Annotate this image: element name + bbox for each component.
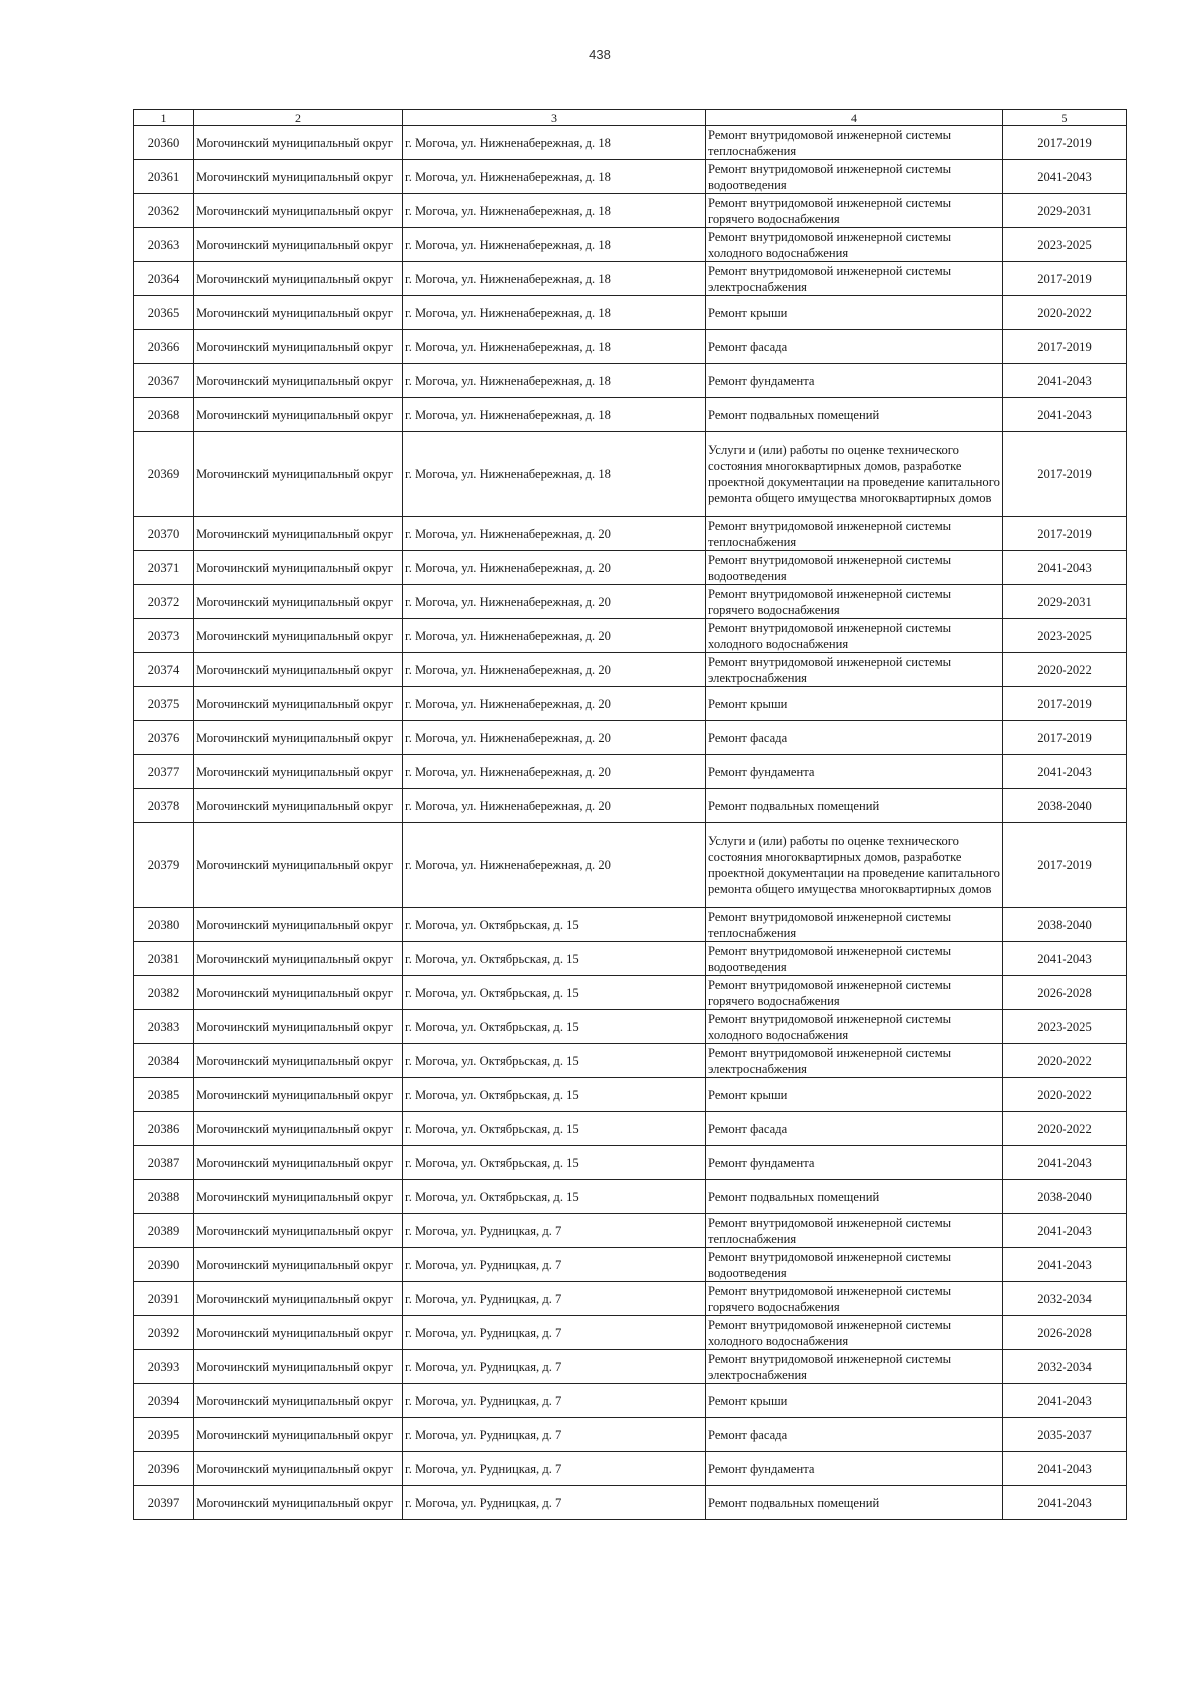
district-cell: Могочинский муниципальный округ (194, 1214, 403, 1248)
work-type-cell: Ремонт внутридомовой инженерной системы горячего водоснабжения (706, 976, 1003, 1010)
table-row (134, 1044, 1127, 1078)
work-type-cell: Ремонт внутридомовой инженерной системы холодного водоснабжения (706, 1316, 1003, 1350)
table-row (134, 1418, 1127, 1452)
period-cell: 2041-2043 (1003, 1486, 1127, 1520)
address-cell: г. Могоча, ул. Нижненабережная, д. 20 (403, 721, 706, 755)
period-cell: 2041-2043 (1003, 551, 1127, 585)
period-cell: 2038-2040 (1003, 1180, 1127, 1214)
table-row (134, 687, 1127, 721)
work-type-cell: Ремонт подвальных помещений (706, 1180, 1003, 1214)
work-type-cell: Ремонт крыши (706, 1384, 1003, 1418)
work-type-cell: Услуги и (или) работы по оценке технического состояния многоквартирных домов, разработке проектной документации на проведение капитального ремонта общего имущества многоквартирных домов (706, 823, 1003, 908)
work-type-cell: Ремонт внутридомовой инженерной системы водоотведения (706, 551, 1003, 585)
district-cell: Могочинский муниципальный округ (194, 619, 403, 653)
row-number-cell: 20396 (134, 1452, 194, 1486)
table-row (134, 585, 1127, 619)
row-number-cell: 20385 (134, 1078, 194, 1112)
row-number-cell: 20387 (134, 1146, 194, 1180)
table-body (134, 126, 1127, 1520)
work-type-cell: Ремонт подвальных помещений (706, 398, 1003, 432)
row-number-cell: 20393 (134, 1350, 194, 1384)
table-row (134, 1180, 1127, 1214)
address-cell: г. Могоча, ул. Рудницкая, д. 7 (403, 1282, 706, 1316)
table-row (134, 296, 1127, 330)
row-number-cell: 20389 (134, 1214, 194, 1248)
work-type-cell: Ремонт внутридомовой инженерной системы теплоснабжения (706, 1214, 1003, 1248)
district-cell: Могочинский муниципальный округ (194, 296, 403, 330)
address-cell: г. Могоча, ул. Рудницкая, д. 7 (403, 1214, 706, 1248)
period-cell: 2023-2025 (1003, 1010, 1127, 1044)
address-cell: г. Могоча, ул. Нижненабережная, д. 18 (403, 194, 706, 228)
work-type-cell: Ремонт внутридомовой инженерной системы горячего водоснабжения (706, 194, 1003, 228)
table-row (134, 126, 1127, 160)
table-row (134, 1350, 1127, 1384)
table-row (134, 1112, 1127, 1146)
table-row (134, 330, 1127, 364)
row-number-cell: 20376 (134, 721, 194, 755)
period-cell: 2041-2043 (1003, 160, 1127, 194)
row-number-cell: 20370 (134, 517, 194, 551)
period-cell: 2041-2043 (1003, 1452, 1127, 1486)
work-type-cell: Ремонт внутридомовой инженерной системы теплоснабжения (706, 908, 1003, 942)
address-cell: г. Могоча, ул. Нижненабережная, д. 20 (403, 619, 706, 653)
district-cell: Могочинский муниципальный округ (194, 262, 403, 296)
table-row (134, 619, 1127, 653)
table-row (134, 364, 1127, 398)
work-type-cell: Ремонт внутридомовой инженерной системы электроснабжения (706, 262, 1003, 296)
district-cell: Могочинский муниципальный округ (194, 228, 403, 262)
address-cell: г. Могоча, ул. Рудницкая, д. 7 (403, 1452, 706, 1486)
address-cell: г. Могоча, ул. Нижненабережная, д. 20 (403, 517, 706, 551)
work-type-cell: Ремонт внутридомовой инженерной системы горячего водоснабжения (706, 585, 1003, 619)
table-row (134, 1214, 1127, 1248)
period-cell: 2032-2034 (1003, 1350, 1127, 1384)
row-number-cell: 20386 (134, 1112, 194, 1146)
period-cell: 2017-2019 (1003, 687, 1127, 721)
table-row (134, 942, 1127, 976)
page-number: 438 (589, 47, 611, 62)
period-cell: 2038-2040 (1003, 908, 1127, 942)
period-cell: 2017-2019 (1003, 126, 1127, 160)
period-cell: 2029-2031 (1003, 585, 1127, 619)
period-cell: 2041-2043 (1003, 1384, 1127, 1418)
table-row (134, 228, 1127, 262)
table-row (134, 1248, 1127, 1282)
period-cell: 2020-2022 (1003, 296, 1127, 330)
period-cell: 2032-2034 (1003, 1282, 1127, 1316)
row-number-cell: 20368 (134, 398, 194, 432)
row-number-cell: 20373 (134, 619, 194, 653)
period-cell: 2017-2019 (1003, 432, 1127, 517)
address-cell: г. Могоча, ул. Нижненабережная, д. 18 (403, 398, 706, 432)
period-cell: 2020-2022 (1003, 1112, 1127, 1146)
column-header-4: 4 (706, 110, 1003, 126)
row-number-cell: 20378 (134, 789, 194, 823)
district-cell: Могочинский муниципальный округ (194, 517, 403, 551)
table-header-row (134, 110, 1127, 126)
work-type-cell: Ремонт внутридомовой инженерной системы теплоснабжения (706, 517, 1003, 551)
work-type-cell: Ремонт внутридомовой инженерной системы водоотведения (706, 1248, 1003, 1282)
district-cell: Могочинский муниципальный округ (194, 432, 403, 517)
work-type-cell: Ремонт крыши (706, 1078, 1003, 1112)
address-cell: г. Могоча, ул. Октябрьская, д. 15 (403, 1010, 706, 1044)
address-cell: г. Могоча, ул. Нижненабережная, д. 20 (403, 653, 706, 687)
row-number-cell: 20367 (134, 364, 194, 398)
row-number-cell: 20382 (134, 976, 194, 1010)
work-type-cell: Ремонт фасада (706, 721, 1003, 755)
district-cell: Могочинский муниципальный округ (194, 976, 403, 1010)
address-cell: г. Могоча, ул. Нижненабережная, д. 18 (403, 432, 706, 517)
period-cell: 2020-2022 (1003, 1078, 1127, 1112)
table-row (134, 1316, 1127, 1350)
work-type-cell: Ремонт внутридомовой инженерной системы электроснабжения (706, 1044, 1003, 1078)
address-cell: г. Могоча, ул. Октябрьская, д. 15 (403, 1180, 706, 1214)
district-cell: Могочинский муниципальный округ (194, 942, 403, 976)
district-cell: Могочинский муниципальный округ (194, 755, 403, 789)
period-cell: 2038-2040 (1003, 789, 1127, 823)
address-cell: г. Могоча, ул. Октябрьская, д. 15 (403, 1146, 706, 1180)
work-type-cell: Ремонт внутридомовой инженерной системы горячего водоснабжения (706, 1282, 1003, 1316)
table-row (134, 1452, 1127, 1486)
period-cell: 2041-2043 (1003, 1146, 1127, 1180)
row-number-cell: 20371 (134, 551, 194, 585)
column-header-3: 3 (403, 110, 706, 126)
address-cell: г. Могоча, ул. Октябрьская, д. 15 (403, 908, 706, 942)
period-cell: 2041-2043 (1003, 942, 1127, 976)
address-cell: г. Могоча, ул. Нижненабережная, д. 18 (403, 296, 706, 330)
district-cell: Могочинский муниципальный округ (194, 653, 403, 687)
period-cell: 2017-2019 (1003, 823, 1127, 908)
district-cell: Могочинский муниципальный округ (194, 1282, 403, 1316)
address-cell: г. Могоча, ул. Нижненабережная, д. 18 (403, 262, 706, 296)
table-row (134, 721, 1127, 755)
table-row (134, 194, 1127, 228)
period-cell: 2041-2043 (1003, 1248, 1127, 1282)
row-number-cell: 20379 (134, 823, 194, 908)
district-cell: Могочинский муниципальный округ (194, 330, 403, 364)
address-cell: г. Могоча, ул. Рудницкая, д. 7 (403, 1418, 706, 1452)
work-type-cell: Ремонт фундамента (706, 1452, 1003, 1486)
row-number-cell: 20392 (134, 1316, 194, 1350)
table-row (134, 976, 1127, 1010)
column-header-2: 2 (194, 110, 403, 126)
table-row (134, 755, 1127, 789)
period-cell: 2020-2022 (1003, 653, 1127, 687)
district-cell: Могочинский муниципальный округ (194, 194, 403, 228)
period-cell: 2023-2025 (1003, 619, 1127, 653)
address-cell: г. Могоча, ул. Нижненабережная, д. 18 (403, 160, 706, 194)
work-type-cell: Ремонт внутридомовой инженерной системы холодного водоснабжения (706, 619, 1003, 653)
table-row (134, 398, 1127, 432)
period-cell: 2023-2025 (1003, 228, 1127, 262)
row-number-cell: 20381 (134, 942, 194, 976)
row-number-cell: 20365 (134, 296, 194, 330)
row-number-cell: 20380 (134, 908, 194, 942)
table-row (134, 1486, 1127, 1520)
address-cell: г. Могоча, ул. Рудницкая, д. 7 (403, 1248, 706, 1282)
address-cell: г. Могоча, ул. Рудницкая, д. 7 (403, 1384, 706, 1418)
district-cell: Могочинский муниципальный округ (194, 1010, 403, 1044)
row-number-cell: 20362 (134, 194, 194, 228)
district-cell: Могочинский муниципальный округ (194, 551, 403, 585)
work-type-cell: Ремонт внутридомовой инженерной системы теплоснабжения (706, 126, 1003, 160)
row-number-cell: 20388 (134, 1180, 194, 1214)
address-cell: г. Могоча, ул. Октябрьская, д. 15 (403, 976, 706, 1010)
period-cell: 2029-2031 (1003, 194, 1127, 228)
repair-register-table (133, 109, 1127, 1520)
address-cell: г. Могоча, ул. Октябрьская, д. 15 (403, 1044, 706, 1078)
table-row (134, 1010, 1127, 1044)
work-type-cell: Ремонт крыши (706, 687, 1003, 721)
row-number-cell: 20397 (134, 1486, 194, 1520)
district-cell: Могочинский муниципальный округ (194, 1452, 403, 1486)
row-number-cell: 20391 (134, 1282, 194, 1316)
district-cell: Могочинский муниципальный округ (194, 1112, 403, 1146)
work-type-cell: Ремонт внутридомовой инженерной системы водоотведения (706, 942, 1003, 976)
period-cell: 2020-2022 (1003, 1044, 1127, 1078)
work-type-cell: Ремонт внутридомовой инженерной системы холодного водоснабжения (706, 1010, 1003, 1044)
period-cell: 2035-2037 (1003, 1418, 1127, 1452)
district-cell: Могочинский муниципальный округ (194, 1350, 403, 1384)
period-cell: 2017-2019 (1003, 517, 1127, 551)
address-cell: г. Могоча, ул. Октябрьская, д. 15 (403, 942, 706, 976)
district-cell: Могочинский муниципальный округ (194, 126, 403, 160)
address-cell: г. Могоча, ул. Рудницкая, д. 7 (403, 1486, 706, 1520)
table-row (134, 551, 1127, 585)
address-cell: г. Могоча, ул. Нижненабережная, д. 20 (403, 585, 706, 619)
work-type-cell: Ремонт внутридомовой инженерной системы холодного водоснабжения (706, 228, 1003, 262)
district-cell: Могочинский муниципальный округ (194, 160, 403, 194)
district-cell: Могочинский муниципальный округ (194, 398, 403, 432)
period-cell: 2041-2043 (1003, 364, 1127, 398)
district-cell: Могочинский муниципальный округ (194, 687, 403, 721)
work-type-cell: Ремонт внутридомовой инженерной системы электроснабжения (706, 653, 1003, 687)
row-number-cell: 20366 (134, 330, 194, 364)
row-number-cell: 20364 (134, 262, 194, 296)
row-number-cell: 20369 (134, 432, 194, 517)
period-cell: 2041-2043 (1003, 755, 1127, 789)
address-cell: г. Могоча, ул. Нижненабережная, д. 18 (403, 126, 706, 160)
row-number-cell: 20395 (134, 1418, 194, 1452)
table-row (134, 653, 1127, 687)
row-number-cell: 20360 (134, 126, 194, 160)
work-type-cell: Ремонт фундамента (706, 364, 1003, 398)
address-cell: г. Могоча, ул. Нижненабережная, д. 18 (403, 330, 706, 364)
address-cell: г. Могоча, ул. Нижненабережная, д. 20 (403, 551, 706, 585)
work-type-cell: Ремонт фасада (706, 1418, 1003, 1452)
district-cell: Могочинский муниципальный округ (194, 1078, 403, 1112)
work-type-cell: Ремонт фасада (706, 330, 1003, 364)
district-cell: Могочинский муниципальный округ (194, 823, 403, 908)
district-cell: Могочинский муниципальный округ (194, 1248, 403, 1282)
district-cell: Могочинский муниципальный округ (194, 721, 403, 755)
row-number-cell: 20383 (134, 1010, 194, 1044)
address-cell: г. Могоча, ул. Нижненабережная, д. 20 (403, 755, 706, 789)
table-row (134, 262, 1127, 296)
table-row (134, 432, 1127, 517)
column-header-1: 1 (134, 110, 194, 126)
address-cell: г. Могоча, ул. Октябрьская, д. 15 (403, 1078, 706, 1112)
row-number-cell: 20361 (134, 160, 194, 194)
work-type-cell: Ремонт подвальных помещений (706, 1486, 1003, 1520)
district-cell: Могочинский муниципальный округ (194, 1180, 403, 1214)
district-cell: Могочинский муниципальный округ (194, 1146, 403, 1180)
work-type-cell: Ремонт крыши (706, 296, 1003, 330)
period-cell: 2026-2028 (1003, 1316, 1127, 1350)
work-type-cell: Ремонт подвальных помещений (706, 789, 1003, 823)
address-cell: г. Могоча, ул. Нижненабережная, д. 18 (403, 228, 706, 262)
row-number-cell: 20374 (134, 653, 194, 687)
district-cell: Могочинский муниципальный округ (194, 1486, 403, 1520)
address-cell: г. Могоча, ул. Нижненабережная, д. 20 (403, 687, 706, 721)
period-cell: 2017-2019 (1003, 721, 1127, 755)
period-cell: 2026-2028 (1003, 976, 1127, 1010)
table-row (134, 823, 1127, 908)
district-cell: Могочинский муниципальный округ (194, 1316, 403, 1350)
column-header-5: 5 (1003, 110, 1127, 126)
table-row (134, 1384, 1127, 1418)
work-type-cell: Ремонт внутридомовой инженерной системы водоотведения (706, 160, 1003, 194)
row-number-cell: 20390 (134, 1248, 194, 1282)
row-number-cell: 20394 (134, 1384, 194, 1418)
work-type-cell: Ремонт фундамента (706, 755, 1003, 789)
address-cell: г. Могоча, ул. Октябрьская, д. 15 (403, 1112, 706, 1146)
district-cell: Могочинский муниципальный округ (194, 364, 403, 398)
district-cell: Могочинский муниципальный округ (194, 585, 403, 619)
work-type-cell: Ремонт внутридомовой инженерной системы электроснабжения (706, 1350, 1003, 1384)
address-cell: г. Могоча, ул. Рудницкая, д. 7 (403, 1350, 706, 1384)
period-cell: 2041-2043 (1003, 398, 1127, 432)
district-cell: Могочинский муниципальный округ (194, 789, 403, 823)
district-cell: Могочинский муниципальный округ (194, 1418, 403, 1452)
table-row (134, 517, 1127, 551)
row-number-cell: 20384 (134, 1044, 194, 1078)
table-row (134, 1282, 1127, 1316)
address-cell: г. Могоча, ул. Рудницкая, д. 7 (403, 1316, 706, 1350)
address-cell: г. Могоча, ул. Нижненабережная, д. 20 (403, 823, 706, 908)
period-cell: 2041-2043 (1003, 1214, 1127, 1248)
work-type-cell: Услуги и (или) работы по оценке технического состояния многоквартирных домов, разработке проектной документации на проведение капитального ремонта общего имущества многоквартирных домов (706, 432, 1003, 517)
work-type-cell: Ремонт фундамента (706, 1146, 1003, 1180)
table-row (134, 1146, 1127, 1180)
period-cell: 2017-2019 (1003, 262, 1127, 296)
row-number-cell: 20372 (134, 585, 194, 619)
table-row (134, 789, 1127, 823)
period-cell: 2017-2019 (1003, 330, 1127, 364)
address-cell: г. Могоча, ул. Нижненабережная, д. 18 (403, 364, 706, 398)
row-number-cell: 20377 (134, 755, 194, 789)
address-cell: г. Могоча, ул. Нижненабережная, д. 20 (403, 789, 706, 823)
district-cell: Могочинский муниципальный округ (194, 908, 403, 942)
row-number-cell: 20375 (134, 687, 194, 721)
row-number-cell: 20363 (134, 228, 194, 262)
district-cell: Могочинский муниципальный округ (194, 1384, 403, 1418)
table-row (134, 160, 1127, 194)
table-row (134, 908, 1127, 942)
district-cell: Могочинский муниципальный округ (194, 1044, 403, 1078)
work-type-cell: Ремонт фасада (706, 1112, 1003, 1146)
table-row (134, 1078, 1127, 1112)
